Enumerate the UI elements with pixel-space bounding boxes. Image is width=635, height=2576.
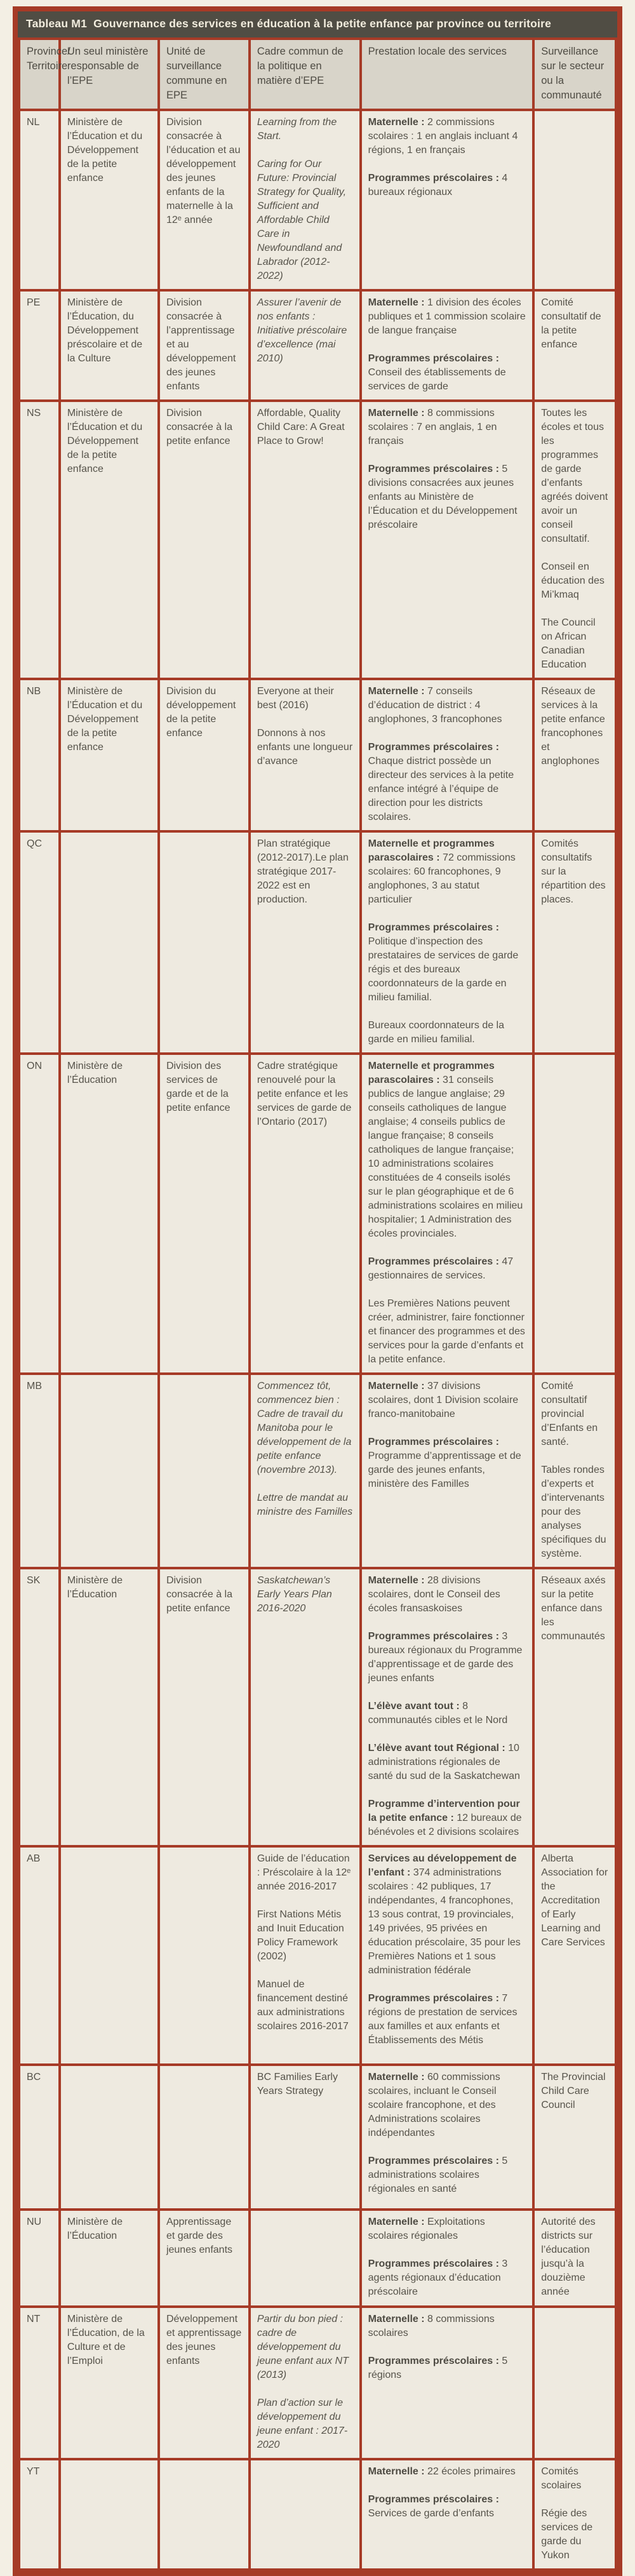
cell-paragraph: Learning from the Start. [257,117,337,142]
cell-paragraph: Ministère de l’Éducation, du Développement préscolaire et de la Culture [67,297,143,364]
cell-paragraph: Ministère de l’Éducation [67,1061,123,1085]
province-code: AB [19,1846,60,2065]
cell-cadre [250,2459,361,2570]
cell-prestation [361,1568,534,1846]
cell-paragraph: Programmes préscolaires : 3 agents régionaux d’éducation préscolaire [368,2258,508,2297]
cell-paragraph: The Council on African Canadian Education [541,617,596,670]
cell-paragraph: Manuel de financement destiné aux administrations scolaires 2016-2017 [257,1979,349,2032]
table-row [19,2459,616,2570]
cell-paragraph: Comité consultatif de la petite enfance [541,297,601,350]
cell-prestation [361,290,534,401]
cell-paragraph: Services au développement de l’enfant : 374 administrations scolaires : 42 publiques, 17 indépendantes, 4 francophones, 13 sous contrat, 19 provinciales, 149 privées, 95 privées en éducation préscolaire, 35 pour les Premières Nations et 1 sous administration fédérale [368,1853,521,1976]
cell-unite [159,2459,250,2570]
cell-paragraph: Programmes préscolaires : 7 régions de prestation de services aux familles et aux enfants et Établissements des Métis [368,1993,518,2046]
table-row [19,1374,616,1568]
province-code: NB [19,679,60,831]
cell-paragraph: Division du développement de la petite enfance [166,686,236,739]
cell-prestation [361,2065,534,2210]
cell-prestation [361,2459,534,2570]
cell-paragraph: Régie des services de garde du Yukon [541,2508,593,2561]
province-code: NT [19,2307,60,2459]
cell-cadre [250,2210,361,2307]
cell-ministere [60,1374,159,1568]
cell-surveillance [533,1846,616,2065]
cell-paragraph: First Nations Métis and Inuit Education Policy Framework (2002) [257,1909,344,1962]
cell-paragraph: Programmes préscolaires : 5 divisions consacrées aux jeunes enfants au Ministère de l’Éducation et du Développement préscolaire [368,464,518,530]
cell-prestation [361,831,534,1054]
cell-unite [159,2210,250,2307]
cell-surveillance [533,290,616,401]
cell-paragraph: Développement et apprentissage des jeunes enfants [166,2314,242,2366]
province-code: ON [19,1054,60,1374]
cell-ministere [60,1568,159,1846]
cell-paragraph: Maternelle : 8 commissions scolaires : 7 en anglais, 1 en français [368,408,497,446]
cell-paragraph: Ministère de l’Éducation [67,2217,123,2241]
cell-paragraph: Affordable, Quality Child Care: A Great Place to Grow! [257,408,345,446]
cell-unite [159,1568,250,1846]
cell-unite [159,831,250,1054]
cell-surveillance [533,2459,616,2570]
cell-unite [159,1846,250,2065]
cell-surveillance [533,2065,616,2210]
cell-cadre [250,1054,361,1374]
cell-ministere [60,2459,159,2570]
cell-paragraph: Plan stratégique (2012-2017).Le plan stratégique 2017-2022 est en production. [257,838,349,905]
cell-ministere [60,831,159,1054]
cell-prestation [361,1054,534,1374]
cell-paragraph: Ministère de l’Éducation et du Développement de la petite enfance [67,408,143,474]
cell-paragraph: Assurer l’avenir de nos enfants : Initiative préscolaire d’excellence (mai 2010) [257,297,347,364]
cell-paragraph: Programmes préscolaires : 5 administrations scolaires régionales en santé [368,2156,508,2194]
cell-paragraph: L’élève avant tout Régional : 10 administrations régionales de santé du sud de la Saskatchewan [368,1743,520,1781]
cell-cadre [250,2065,361,2210]
cell-paragraph: Maternelle : 22 écoles primaires [368,2466,516,2477]
cell-paragraph: Division consacrée à l’apprentissage et au développement des jeunes enfants [166,297,236,392]
cell-ministere [60,1846,159,2065]
table-row [19,1846,616,2065]
cell-paragraph: Programmes préscolaires : Chaque district possède un directeur des services à la petite enfance intégré à l’équipe de direction pour les districts scolaires. [368,742,514,822]
cell-prestation [361,1374,534,1568]
cell-paragraph: Programmes préscolaires : Services de garde d’enfants [368,2494,499,2519]
cell-paragraph: Donnons à nos enfants une longueur d’avance [257,728,353,767]
cell-paragraph: Division consacrée à la petite enfance [166,1575,232,1614]
cell-surveillance [533,1054,616,1374]
cell-paragraph: Programmes préscolaires : 5 régions [368,2356,508,2380]
cell-cadre [250,831,361,1054]
cell-paragraph: Commencez tôt, commencez bien : Cadre de travail du Manitoba pour le développement de la petite enfance (novembre 2013). [257,1381,352,1475]
table-title: Tableau M1 Gouvernance des services en éducation à la petite enfance par province ou territoire [18,11,617,37]
cell-paragraph: Division consacrée à l’éducation et au développement des jeunes enfants de la maternelle à la 12ᵉ année [166,117,241,225]
table-row [19,110,616,290]
cell-paragraph: Division des services de garde et de la petite enfance [166,1061,231,1113]
cell-ministere [60,679,159,831]
cell-cadre [250,1568,361,1846]
governance-table [18,37,617,2571]
cell-paragraph: Maternelle : 7 conseils d’éducation de district : 4 anglophones, 3 francophones [368,686,502,725]
cell-prestation [361,679,534,831]
cell-cadre [250,1374,361,1568]
cell-unite [159,1374,250,1568]
cell-paragraph: Bureaux coordonnateurs de la garde en milieu familial. [368,1020,505,1045]
cell-ministere [60,290,159,401]
cell-cadre [250,1846,361,2065]
cell-paragraph: Programmes préscolaires : 47 gestionnaires de services. [368,1256,514,1281]
cell-cadre [250,110,361,290]
col-header-ministere: Un seul ministère responsable de l’EPE [60,39,159,110]
cell-surveillance [533,1568,616,1846]
table-row [19,2307,616,2459]
cell-cadre [250,401,361,679]
cell-surveillance [533,679,616,831]
cell-paragraph: Maternelle : 37 divisions scolaires, dont 1 Division scolaire franco-manitobaine [368,1381,519,1419]
cell-cadre [250,290,361,401]
cell-unite [159,401,250,679]
cell-paragraph: L’élève avant tout : 8 communautés cibles et le Nord [368,1701,508,1726]
cell-paragraph: Comité consultatif provincial d’Enfants en santé. [541,1381,598,1447]
col-header-prestation: Prestation locale des services [361,39,534,110]
cell-unite [159,290,250,401]
province-code: YT [19,2459,60,2570]
cell-paragraph: Programmes préscolaires : Politique d’inspection des prestataires de services de garde régis et des bureaux coordonnateurs de la garde en milieu familial. [368,922,519,1003]
cell-paragraph: Maternelle : 1 division des écoles publiques et 1 commission scolaire de langue française [368,297,526,336]
cell-paragraph: Lettre de mandat au ministre des Familles [257,1493,353,1517]
cell-ministere [60,2307,159,2459]
cell-paragraph: Maternelle : Exploitations scolaires régionales [368,2217,485,2241]
cell-ministere [60,401,159,679]
cell-unite [159,2065,250,2210]
cell-ministere [60,110,159,290]
cell-paragraph: Caring for Our Future: Provincial Strategy for Quality, Sufficient and Affordable Child Care in Newfoundland and Labrador (2012-2022) [257,159,347,281]
cell-surveillance [533,110,616,290]
cell-paragraph: Everyone at their best (2016) [257,686,334,711]
cell-cadre [250,679,361,831]
province-code: NU [19,2210,60,2307]
province-code: NS [19,401,60,679]
header-row [19,39,616,110]
table-row [19,1054,616,1374]
cell-paragraph: Ministère de l’Éducation et du Développement de la petite enfance [67,117,143,184]
cell-paragraph: Apprentissage et garde des jeunes enfants [166,2217,233,2255]
cell-paragraph: Ministère de l’Éducation et du Développement de la petite enfance [67,686,143,753]
table-frame [13,6,622,2576]
cell-unite [159,2307,250,2459]
cell-prestation [361,1846,534,2065]
cell-paragraph: Maternelle : 8 commissions scolaires [368,2314,495,2338]
table-row [19,831,616,1054]
cell-paragraph: Maternelle : 2 commissions scolaires : 1 en anglais incluant 4 régions, 1 en français [368,117,518,156]
cell-paragraph: Maternelle et programmes parascolaires : 31 conseils publics de langue anglaise; 29 conseils catholiques de langue anglaise; 4 conseils publics de langue française; 8 conseils catholiques de langue française; 10 administrations scolaires constituées de 4 conseils isolés sur le plan géographique et de 6 administrations scolaires en milieu hospitalier; 1 Administration des écoles provinciales. [368,1061,523,1239]
cell-prestation [361,2210,534,2307]
cell-surveillance [533,2210,616,2307]
col-header-cadre: Cadre commun de la politique en matière d’EPE [250,39,361,110]
province-code: PE [19,290,60,401]
cell-prestation [361,2307,534,2459]
cell-ministere [60,2065,159,2210]
cell-paragraph: Réseaux axés sur la petite enfance dans les communautés [541,1575,606,1642]
cell-paragraph: Saskatchewan’s Early Years Plan 2016-2020 [257,1575,332,1614]
cell-paragraph: Comités scolaires [541,2466,582,2491]
cell-prestation [361,110,534,290]
cell-paragraph: BC Families Early Years Strategy [257,2072,338,2096]
cell-paragraph: Maternelle : 28 divisions scolaires, dont le Conseil des écoles fransaskoises [368,1575,500,1614]
cell-surveillance [533,401,616,679]
cell-paragraph: Programme d’intervention pour la petite enfance : 12 bureaux de bénévoles et 2 divisions scolaires [368,1799,522,1837]
cell-paragraph: Plan d’action sur le développement du jeune enfant : 2017-2020 [257,2398,348,2450]
cell-paragraph: Autorité des districts sur l’éducation jusqu’à la douzième année [541,2217,596,2297]
cell-paragraph: Cadre stratégique renouvelé pour la petite enfance et les services de garde de l’Ontario (2017) [257,1061,352,1127]
cell-paragraph: Programmes préscolaires : 3 bureaux régionaux du Programme d’apprentissage et de garde des jeunes enfants [368,1631,523,1684]
table-row [19,2210,616,2307]
cell-paragraph: Maternelle et programmes parascolaires : 72 commissions scolaires: 60 francophones, 9 anglophones, 3 au statut particulier [368,838,516,905]
province-code: BC [19,2065,60,2210]
table-row [19,401,616,679]
cell-unite [159,1054,250,1374]
cell-paragraph: Les Premières Nations peuvent créer, administrer, faire fonctionner et financer des programmes et des services pour la garde d’enfants et la petite enfance. [368,1298,525,1365]
table-row [19,2065,616,2210]
province-code: QC [19,831,60,1054]
cell-paragraph: Comités consultatifs sur la répartition des places. [541,838,606,905]
table-body [19,110,616,2570]
cell-paragraph: Maternelle : 60 commissions scolaires, incluant le Conseil scolaire francophone, et des Administrations scolaires indépendantes [368,2072,500,2138]
cell-surveillance [533,831,616,1054]
cell-paragraph: Toutes les écoles et tous les programmes de garde d’enfants agréés doivent avoir un conseil consultatif. [541,408,608,544]
cell-paragraph: Réseaux de services à la petite enfance francophones et anglophones [541,686,605,767]
cell-unite [159,679,250,831]
cell-surveillance [533,1374,616,1568]
cell-ministere [60,2210,159,2307]
cell-paragraph: Programmes préscolaires : Programme d’apprentissage et de garde des jeunes enfants, ministère des Familles [368,1437,521,1489]
table-row [19,679,616,831]
col-header-unite: Unité de surveillance commune en EPE [159,39,250,110]
cell-paragraph: Programmes préscolaires : Conseil des établissements de services de garde [368,353,506,392]
cell-paragraph: Partir du bon pied : cadre de développement du jeune enfant aux NT (2013) [257,2314,349,2380]
cell-prestation [361,401,534,679]
cell-paragraph: Alberta Association for the Accreditation of Early Learning and Care Services [541,1853,608,1948]
cell-cadre [250,2307,361,2459]
cell-paragraph: Ministère de l’Éducation, de la Culture et de l’Emploi [67,2314,145,2366]
cell-paragraph: Conseil en éducation des Mi’kmaq [541,561,605,600]
cell-paragraph: The Provincial Child Care Council [541,2072,606,2110]
col-header-province: Province/ Territoire [19,39,60,110]
table-row [19,1568,616,1846]
cell-paragraph: Programmes préscolaires : 4 bureaux régionaux [368,173,508,198]
province-code: MB [19,1374,60,1568]
province-code: NL [19,110,60,290]
cell-surveillance [533,2307,616,2459]
cell-paragraph: Guide de l’éducation : Préscolaire à la 12ᵉ année 2016-2017 [257,1853,351,1892]
cell-paragraph: Tables rondes d’experts et d’intervenants pour des analyses spécifiques du système. [541,1465,606,1559]
cell-paragraph: Ministère de l’Éducation [67,1575,123,1600]
cell-unite [159,110,250,290]
table-row [19,290,616,401]
cell-paragraph: Division consacrée à la petite enfance [166,408,232,446]
cell-ministere [60,1054,159,1374]
col-header-surveillance: Surveillance sur le secteur ou la communauté [533,39,616,110]
province-code: SK [19,1568,60,1846]
